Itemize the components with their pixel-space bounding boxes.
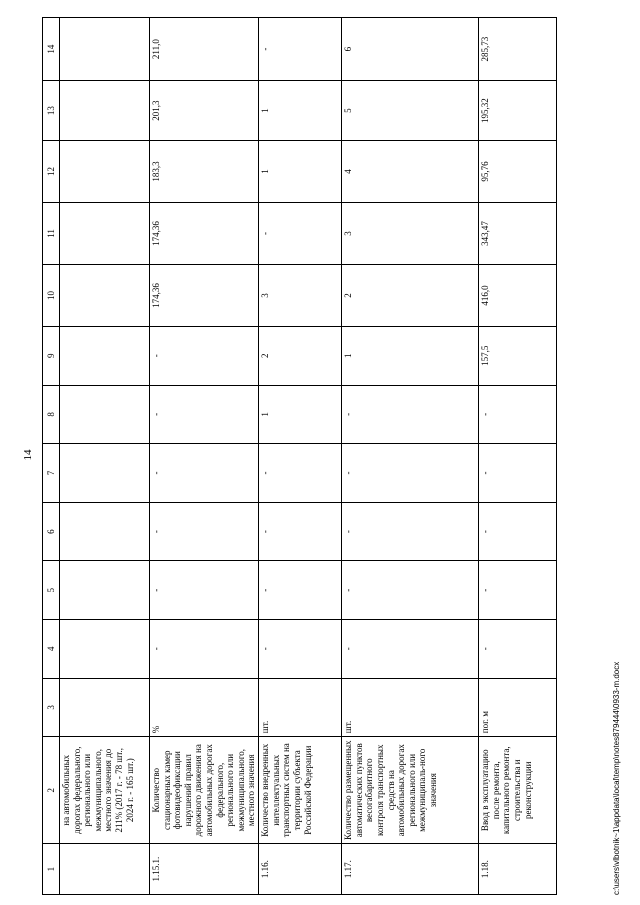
table-row	[259, 18, 342, 895]
value-cell: -	[150, 444, 259, 503]
table-row	[479, 18, 557, 895]
value-cell	[60, 140, 150, 202]
row-number	[60, 844, 150, 895]
value-cell: -	[150, 502, 259, 561]
header-row	[43, 18, 60, 895]
value-cell: 5	[342, 81, 479, 141]
header-cell: 14	[43, 18, 60, 81]
indicators-table	[42, 17, 557, 895]
header-cell: 9	[43, 326, 60, 385]
header-cell: 2	[43, 737, 60, 844]
value-cell	[60, 444, 150, 503]
value-cell: 211,0	[150, 18, 259, 81]
row-number: 1.18.	[479, 844, 557, 895]
indicator-name: Количество внедренных интеллектуальных транспортных систем на территории субъекта Российской Федерации	[259, 737, 342, 844]
value-cell: -	[150, 385, 259, 444]
value-cell: 1	[342, 326, 479, 385]
value-cell: -	[342, 444, 479, 503]
value-cell: -	[150, 561, 259, 620]
header-cell: 3	[43, 678, 60, 737]
value-cell: -	[150, 326, 259, 385]
value-cell: 3	[342, 202, 479, 264]
header-cell: 13	[43, 81, 60, 141]
value-cell: -	[342, 502, 479, 561]
value-cell: 1	[259, 81, 342, 141]
indicator-name: Количество стационарных камер фотовидеофиксации нарушений правил дорожного движения на автомобильных дорогах федерального, регионального или межмуниципального, местного значения	[150, 737, 259, 844]
table-row	[342, 18, 479, 895]
value-cell: -	[259, 18, 342, 81]
page-number: 14	[22, 449, 34, 461]
table-row	[150, 18, 259, 895]
value-cell: 174,36	[150, 264, 259, 326]
value-cell: 4	[342, 140, 479, 202]
unit-cell	[60, 678, 150, 737]
unit-cell: шт.	[342, 678, 479, 737]
table-row	[60, 18, 150, 895]
row-number: 1.15.1.	[150, 844, 259, 895]
row-number: 1.17.	[342, 844, 479, 895]
value-cell: 2	[259, 326, 342, 385]
value-cell: -	[259, 202, 342, 264]
value-cell	[60, 502, 150, 561]
value-cell: -	[342, 561, 479, 620]
value-cell: -	[479, 502, 557, 561]
value-cell: -	[479, 385, 557, 444]
value-cell	[60, 385, 150, 444]
value-cell	[60, 81, 150, 141]
value-cell	[60, 18, 150, 81]
value-cell: -	[479, 619, 557, 678]
header-cell: 5	[43, 561, 60, 620]
header-cell: 8	[43, 385, 60, 444]
header-cell: 12	[43, 140, 60, 202]
value-cell: 285,73	[479, 18, 557, 81]
row-number: 1.16.	[259, 844, 342, 895]
value-cell: 201,3	[150, 81, 259, 141]
header-cell: 7	[43, 444, 60, 503]
indicator-name: Количество размещенных автоматических пунктов весогабаритного контроля транспортных средств на автомобильных дорогах регионального или межмуниципаль-ного значения	[342, 737, 479, 844]
value-cell	[60, 326, 150, 385]
value-cell: 183,3	[150, 140, 259, 202]
value-cell: 1	[259, 140, 342, 202]
value-cell: 1	[259, 385, 342, 444]
indicator-name: на автомобильных дорогах федерального, регионального или межмуниципального, местного значения до 211% (2017 г. - 78 шт., 2024 г. - 165 шт.)	[60, 737, 150, 844]
value-cell: 416,0	[479, 264, 557, 326]
unit-cell: %	[150, 678, 259, 737]
header-cell: 10	[43, 264, 60, 326]
value-cell: -	[150, 619, 259, 678]
value-cell: -	[259, 619, 342, 678]
value-cell: 2	[342, 264, 479, 326]
indicator-name: Ввод в эксплуатацию после ремонта, капитального ремонта, строительства и реконструкции	[479, 737, 557, 844]
value-cell: -	[479, 561, 557, 620]
value-cell	[60, 202, 150, 264]
value-cell: -	[259, 444, 342, 503]
value-cell: 343,47	[479, 202, 557, 264]
value-cell	[60, 561, 150, 620]
header-cell: 4	[43, 619, 60, 678]
value-cell: 3	[259, 264, 342, 326]
value-cell: -	[342, 385, 479, 444]
value-cell	[60, 264, 150, 326]
value-cell: -	[259, 502, 342, 561]
value-cell: -	[259, 561, 342, 620]
header-cell: 1	[43, 844, 60, 895]
header-cell: 11	[43, 202, 60, 264]
value-cell: 174,36	[150, 202, 259, 264]
header-cell: 6	[43, 502, 60, 561]
file-path-footer: c:\users\vlbotnik~1\appdata\local\temp\notes879444\0933-m.docx	[612, 661, 621, 895]
value-cell: -	[479, 444, 557, 503]
value-cell	[60, 619, 150, 678]
value-cell: 157,5	[479, 326, 557, 385]
value-cell: 195,32	[479, 81, 557, 141]
unit-cell: шт.	[259, 678, 342, 737]
value-cell: 6	[342, 18, 479, 81]
unit-cell: пог. м	[479, 678, 557, 737]
value-cell: -	[342, 619, 479, 678]
value-cell: 95,76	[479, 140, 557, 202]
